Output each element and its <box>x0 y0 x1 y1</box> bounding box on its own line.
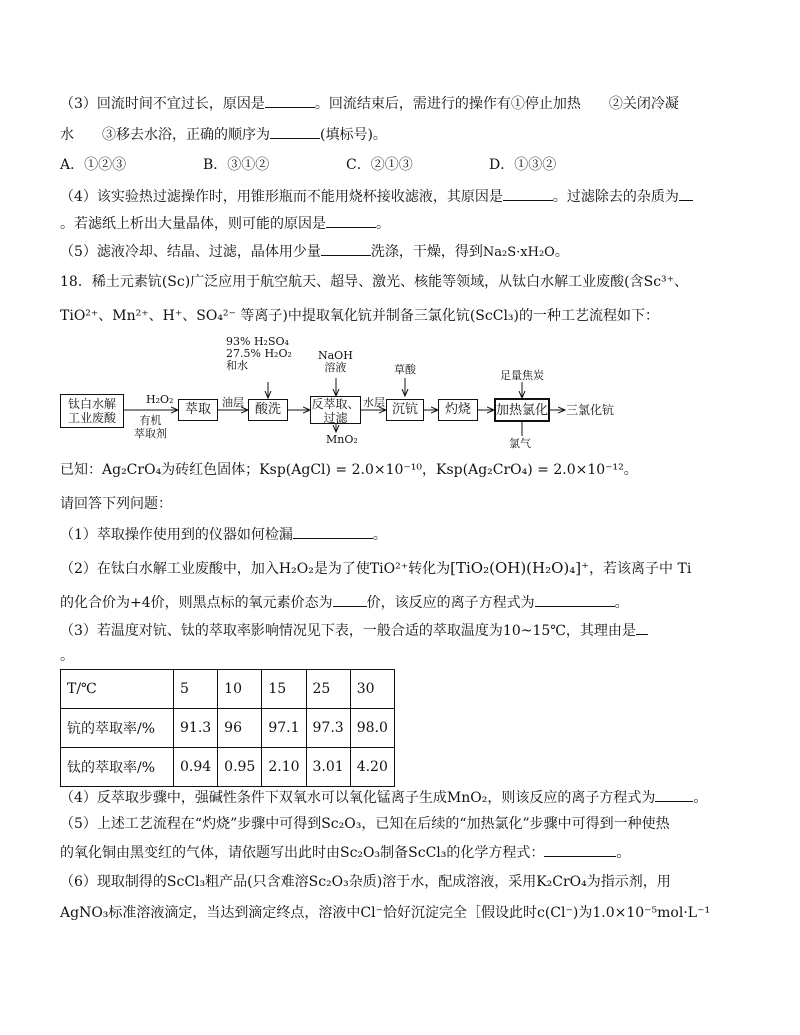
instruction: 请回答下列问题： <box>60 496 172 512</box>
answer-blank[interactable] <box>679 186 693 201</box>
q18-part4-text: （4）反萃取步骤中，强碱性条件下双氧水可以氧化锰离子生成MnO₂，则该反应的离子方程式为 <box>60 790 656 806</box>
table-header-row <box>61 670 395 709</box>
q18-part3-text: （3）若温度对钪、钛的萃取率影响情况见下表，一般合适的萃取温度为10~15℃，其理由是 <box>60 623 636 639</box>
flow-chlorine-label: 氯气 <box>509 437 531 450</box>
table-cell: 25 <box>306 670 350 709</box>
process-flow-diagram <box>60 336 660 452</box>
q18-part5-line2 <box>60 842 630 863</box>
table-cell: 97.3 <box>306 709 350 748</box>
q18-intro-2: TiO²⁺、Mn²⁺、H⁺、SO₄²⁻ 等离子)中提取氧化钪并制备三氯化钪(ScCl₃)的一种工艺流程如下： <box>60 308 659 324</box>
table-cell: 98.0 <box>350 709 394 748</box>
q18-part1-text: （1）萃取操作使用到的仪器如何检漏 <box>60 527 293 543</box>
table-cell: 10 <box>218 670 262 709</box>
table-cell: 2.10 <box>262 748 306 787</box>
q18-part1-end: 。 <box>372 527 387 543</box>
option-d[interactable]: D．①③② <box>489 157 557 173</box>
ion-formula: [TiO₂(OH)(H₂O)₄]⁺ <box>450 559 590 577</box>
flow-acid-reagent-label: 93% H₂SO₄ 27.5% H₂O₂ 和水 <box>226 335 292 372</box>
q4-line1 <box>60 186 693 207</box>
answer-blank[interactable] <box>265 93 315 108</box>
flow-naoh-label: NaOH 溶液 <box>318 349 353 374</box>
flow-oil-label: 油层 <box>222 396 244 409</box>
q4-text-4: 。 <box>376 216 390 232</box>
q18-part3-line2: 。 <box>60 648 74 664</box>
q18-part2-line1 <box>60 558 691 579</box>
q18-part2-text-3: 的化合价为+4价，则黑点标的氧元素价态为 <box>60 595 333 611</box>
table-cell: 0.94 <box>174 748 218 787</box>
flow-box-acidwash: 酸洗 <box>248 399 288 421</box>
q18-part5-text: 的氧化铜由黑变红的气体，请依题写出此时由Sc₂O₃制备ScCl₃的化学方程式： <box>60 845 545 861</box>
q18-part6-line1: （6）现取制得的ScCl₃粗产品(只含难溶Sc₂O₃杂质)溶于水，配成溶液，采用K₂CrO₄为指示剂，用 <box>60 874 671 890</box>
flow-oxalic-label: 草酸 <box>394 363 416 376</box>
answer-blank[interactable] <box>333 592 367 607</box>
flow-box-chlorinate: 加热氯化 <box>494 398 550 422</box>
flow-coke-label: 足量焦炭 <box>500 369 544 382</box>
option-c[interactable]: C．②①③ <box>346 157 413 173</box>
answer-blank[interactable] <box>293 524 373 539</box>
answer-blank[interactable] <box>326 213 376 228</box>
table-cell: 4.20 <box>350 748 394 787</box>
flow-box-precipitate: 沉钪 <box>386 399 424 421</box>
q5-text-1: （5）滤液冷却、结晶、过滤，晶体用少量 <box>60 244 321 260</box>
answer-blank[interactable] <box>270 124 320 139</box>
q18-part4-end: 。 <box>693 790 708 806</box>
table-cell: 钛的萃取率/% <box>61 748 174 787</box>
answer-blank[interactable] <box>544 842 616 857</box>
answer-blank[interactable] <box>321 241 371 256</box>
q3-text-3: 水 ③移去水浴，正确的顺序为 <box>60 127 270 143</box>
flow-extractant-label: 有机 萃取剂 <box>134 414 167 440</box>
q18-part3-line1 <box>60 620 648 641</box>
answer-blank[interactable] <box>636 620 648 635</box>
q5-text-3: 。 <box>554 244 569 260</box>
q4-text-3: 。若滤纸上析出大量晶体，则可能的原因是 <box>60 216 326 232</box>
q18-part6-line2: AgNO₃标准溶液滴定，当达到滴定终点，溶液中Cl⁻恰好沉淀完全［假设此时c(Cl⁻)为1.0×10⁻⁵mol·L⁻¹ <box>60 905 711 921</box>
q3-line1 <box>60 93 679 114</box>
table-cell: 5 <box>174 670 218 709</box>
table-cell: 3.01 <box>306 748 350 787</box>
q3-line2 <box>60 124 387 145</box>
table-cell: 钪的萃取率/% <box>61 709 174 748</box>
flow-box-extract: 萃取 <box>178 399 218 421</box>
flow-start-box: 钛白水解 工业废酸 <box>60 394 124 428</box>
q18-part5-line1: （5）上述工艺流程在“灼烧”步骤中可得到Sc₂O₃，已知在后续的“加热氯化”步骤中可得到一种使热 <box>60 816 670 832</box>
q18-part5-end: 。 <box>616 845 631 861</box>
q4-line2 <box>60 213 390 234</box>
table-cell: T/℃ <box>61 670 174 709</box>
q3-text-1: （3）回流时间不宜过长，原因是 <box>60 96 265 112</box>
q18-part1 <box>60 524 387 545</box>
answer-blank[interactable] <box>655 787 693 802</box>
flow-box-burn: 灼烧 <box>438 399 478 421</box>
q3-options <box>60 155 632 175</box>
q4-text-2: 。过滤除去的杂质为 <box>552 189 679 205</box>
q18-part2-end: 。 <box>614 595 629 611</box>
q18-part2-text-2: ，若该离子中 Ti <box>589 561 692 577</box>
answer-blank[interactable] <box>503 186 553 201</box>
q3-text-4: (填标号)。 <box>320 127 387 143</box>
q18-part2-line2 <box>60 592 629 613</box>
flow-product-label: 三氯化钪 <box>566 403 615 417</box>
table-cell: 30 <box>350 670 394 709</box>
flow-box-backextract: 反萃取、 过滤 <box>311 397 360 425</box>
flow-mno2-label: MnO₂ <box>326 433 358 446</box>
known-info: 已知：Ag₂CrO₄为砖红色固体；Ksp(AgCl) = 2.0×10⁻¹⁰，Ksp(Ag₂CrO₄) = 2.0×10⁻¹²。 <box>60 462 638 478</box>
table-cell: 91.3 <box>174 709 218 748</box>
table-row <box>61 709 395 748</box>
q18-intro-1: 18．稀土元素钪(Sc)广泛应用于航空航天、超导、激光、核能等领域，从钛白水解工业废酸(含Sc³⁺、 <box>60 274 689 290</box>
option-b[interactable]: B．③①② <box>203 157 270 173</box>
extraction-rate-table <box>60 669 395 787</box>
table-cell: 97.1 <box>262 709 306 748</box>
q3-text-2: 。回流结束后，需进行的操作有①停止加热 ②关闭冷凝 <box>314 96 679 112</box>
flow-water-label: 水层 <box>363 396 385 409</box>
q18-part4 <box>60 787 707 808</box>
q5-formula: Na₂S·xH₂O <box>482 245 555 260</box>
table-cell: 96 <box>218 709 262 748</box>
q5-text-2: 洗涤，干燥，得到 <box>370 244 483 260</box>
table-row <box>61 748 395 787</box>
table-cell: 0.95 <box>218 748 262 787</box>
answer-blank[interactable] <box>535 592 615 607</box>
option-a[interactable]: A．①②③ <box>60 157 127 173</box>
q4-text-1: （4）该实验热过滤操作时，用锥形瓶而不能用烧杯接收滤液，其原因是 <box>60 189 503 205</box>
table-cell: 15 <box>262 670 306 709</box>
q18-part2-text-4: 价，该反应的离子方程式为 <box>366 595 535 611</box>
q5-line <box>60 241 569 263</box>
q18-part2-text: （2）在钛白水解工业废酸中，加入H₂O₂是为了使TiO²⁺转化为 <box>60 561 451 577</box>
flow-h2o2-label: H₂O₂ <box>146 393 174 406</box>
